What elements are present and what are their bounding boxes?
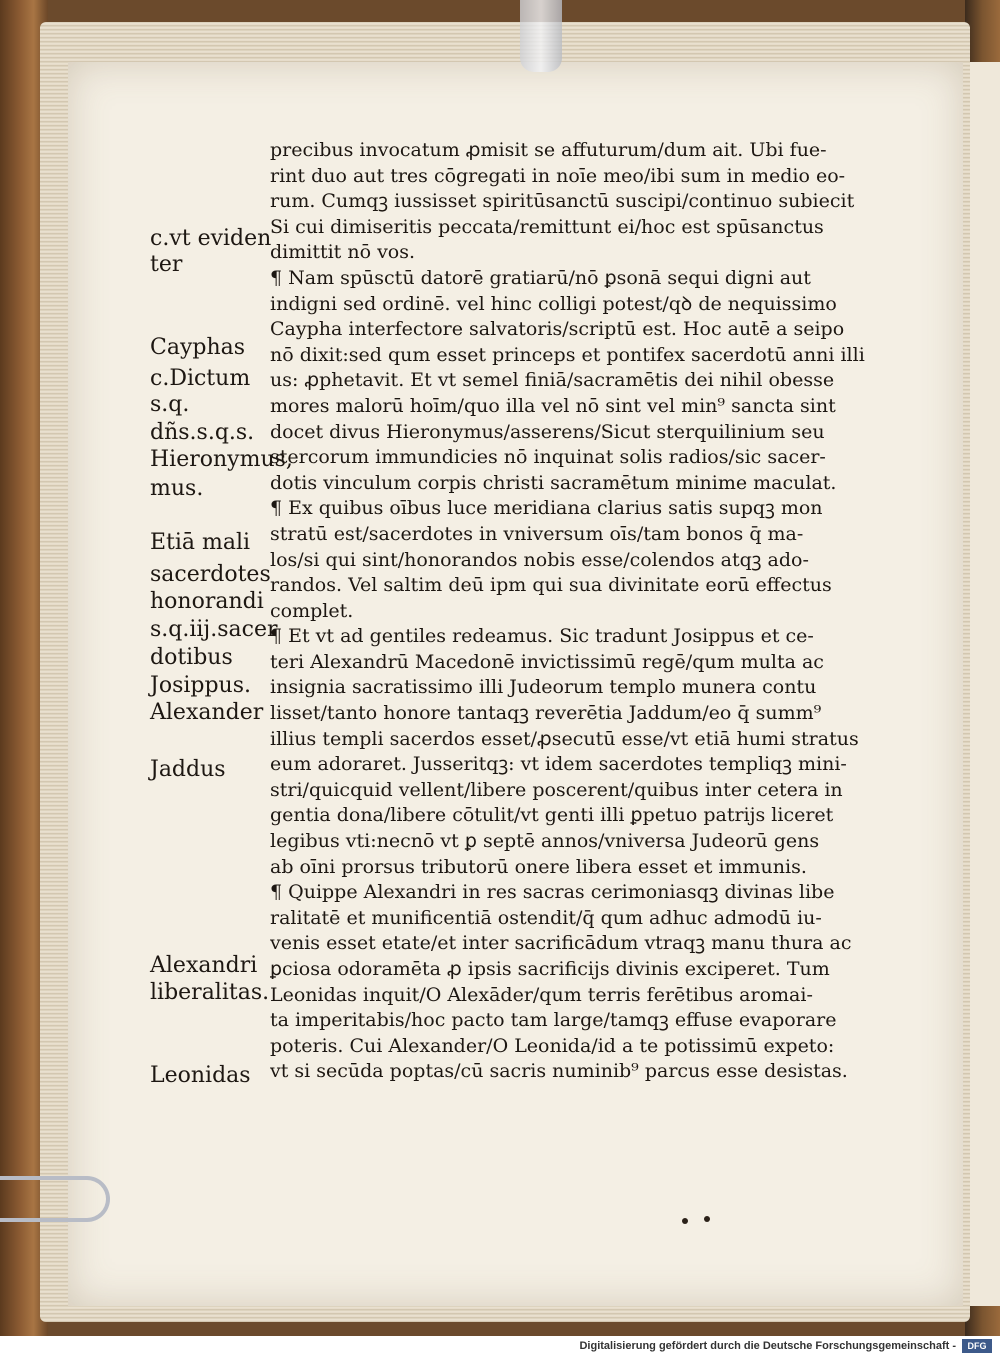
margin-note: honorandi — [150, 589, 264, 614]
text-line: randos. Vel saltim deū ipm qui sua divinitate eorū effectus — [270, 574, 832, 597]
text-line: eum adoraret. Jusseritqꝫ: vt idem sacerdotes templiqꝫ mini‑ — [270, 753, 847, 776]
margin-note: Alexander — [150, 700, 264, 725]
margin-note: dotibus — [150, 645, 233, 670]
ink-dot — [704, 1216, 710, 1222]
margin-note: Alexandri — [150, 953, 258, 978]
text-line: dotis vinculum corpis christi sacramētum minime maculat. — [270, 471, 837, 494]
text-line: teri Alexandrū Macedonē invictissimū regē/qum multa ac — [270, 650, 824, 673]
text-line: los/si qui sint/honorandos nobis esse/colendos atqꝫ ado‑ — [270, 548, 809, 571]
text-line: vt si secūda poptas/cū sacris numinib⁹ parcus esse desistas. — [270, 1060, 848, 1083]
text-line: insignia sacratissimo illi Judeorum templo munera contu — [270, 676, 817, 699]
facing-page-edge — [968, 62, 1000, 1306]
margin-note: Etiā mali — [150, 530, 251, 555]
text-line: ꝑciosa odoramēta ꝓ ipsis sacrificijs divinis exciperet. Tum — [270, 958, 830, 980]
paper-clip — [0, 1176, 110, 1222]
dfg-logo: DFG — [962, 1339, 992, 1353]
margin-note: sacerdotes — [150, 562, 271, 587]
margin-note: c.vt eviden — [150, 226, 272, 251]
margin-note: dñs.s.q.s. — [150, 420, 255, 445]
margin-note: Jaddus — [150, 757, 226, 782]
text-line: lisset/tanto honore tantaqꝫ reverētia Jaddum/eo q̄ summ⁹ — [270, 702, 822, 725]
text-line: mores malorū hoīm/quo illa vel nō sint vel min⁹ sancta sint — [270, 394, 836, 417]
margin-note: Hieronymus, — [150, 447, 293, 472]
text-line: indigni sed ordinē. vel hinc colligi potest/qꝺ de nequissimo — [270, 292, 837, 315]
text-line: complet. — [270, 599, 354, 622]
text-line: ¶ Quippe Alexandri in res sacras cerimoniasqꝫ divinas libe — [270, 881, 835, 904]
text-line: gentia dona/libere cōtulit/vt genti illi ꝑpetuo patrijs liceret — [270, 804, 834, 827]
text-line: dimittit nō vos. — [270, 241, 416, 264]
margin-note: liberalitas. — [150, 980, 270, 1005]
text-line: precibus invocatum ꝓmisit se affuturum/dum ait. Ubi fue‑ — [270, 139, 827, 161]
text-line: Caypha interfectore salvatoris/scriptū est. Hoc autē a seipo — [270, 318, 845, 341]
text-line: legibus vti:necnō vt ꝑ septē annos/vniversa Judeorū gens — [270, 830, 820, 853]
text-line: rint duo aut tres cōgregati in noīe meo/ibi sum in medio eo‑ — [270, 164, 846, 187]
margin-note: s.q.iij.sacer — [150, 617, 278, 642]
text-line: us: ꝓphetavit. Et vt semel finiā/sacramētis dei nihil obesse — [270, 369, 835, 392]
margin-note: c.Dictum — [150, 366, 251, 391]
margin-note: s.q. — [150, 392, 190, 417]
text-line: Leonidas inquit/O Alexāder/qum terris ferētibus aromai‑ — [270, 983, 813, 1006]
text-line: ¶ Et vt ad gentiles redeamus. Sic tradunt Josippus et ce‑ — [270, 625, 814, 648]
margin-note: ter — [150, 252, 183, 277]
text-line: venis esset etate/et inter sacrificādum vtraqꝫ manu thura ac — [270, 932, 852, 955]
text-line: stratū est/sacerdotes in vniversum oīs/tam bonos q̄ ma‑ — [270, 522, 804, 545]
bookmark-strip — [520, 0, 562, 72]
footer-bar — [0, 1336, 1000, 1357]
text-line: Si cui dimiseritis peccata/remittunt ei/hoc est spūsanctus — [270, 215, 824, 238]
ink-dot — [682, 1218, 688, 1224]
text-line: poteris. Cui Alexander/O Leonida/id a te potissimū expeto: — [270, 1034, 835, 1057]
text-line: ab oīni prorsus tributorū onere libera esset et immunis. — [270, 855, 807, 878]
margin-note: Josippus. — [150, 673, 252, 698]
text-line: ralitatē et munificentiā ostendit/q̄ qum adhuc admodū iu‑ — [270, 906, 822, 929]
text-line: stri/quicquid vellent/libere poscerent/quibus inter cetera in — [270, 778, 843, 801]
text-line: stercorum immundicies nō inquinat solis radios/sic sacer‑ — [270, 446, 826, 469]
text-line: ta imperitabis/hoc pacto tam large/tamqꝫ effuse evaporare — [270, 1009, 837, 1032]
text-line: docet divus Hieronymus/asserens/Sicut sterquilinium seu — [270, 420, 825, 443]
ink-marks — [680, 1216, 720, 1226]
text-line: nō dixit:sed qum esset princeps et pontifex sacerdotū anni illi — [270, 343, 865, 366]
main-text-block — [270, 138, 885, 1085]
text-line: ¶ Ex quibus oībus luce meridiana clarius satis supqꝫ mon — [270, 497, 823, 520]
text-line: ¶ Nam spūsctū datorē gratiarū/nō ꝑsonā sequi digni aut — [270, 266, 811, 289]
margin-note: mus. — [150, 476, 204, 501]
text-line: illius templi sacerdos esset/ꝓsecutū esse/vt etiā humi stratus — [270, 727, 859, 750]
margin-note: Cayphas — [150, 335, 246, 360]
margin-note: Leonidas — [150, 1063, 251, 1088]
text-line: rum. Cumqꝫ iussisset spiritūsanctū suscipi/continuo subiecit — [270, 190, 855, 213]
funding-credit: Digitalisierung gefördert durch die Deutsche Forschungsgemeinschaft - — [579, 1340, 956, 1352]
